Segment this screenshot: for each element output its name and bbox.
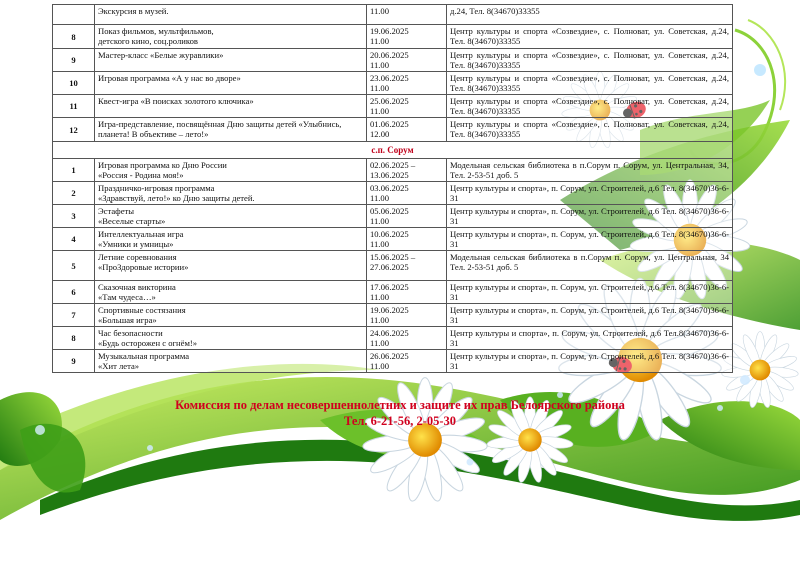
table-row [53,205,733,228]
table-row [53,25,733,49]
row-number: 2 [53,182,95,205]
event-name: Праздничко-игровая программа «Здравствуй, лето!» ко Дню защиты детей. [95,182,367,205]
table-row [53,49,733,72]
event-date: 19.06.2025 11.00 [367,304,447,327]
row-number: 1 [53,159,95,182]
event-place: Центр культуры и спорта «Созвездие», с. Полноват, ул. Советская, д.24, Тел. 8(34670)33355 [447,118,733,142]
table-row [53,118,733,142]
row-number: 10 [53,72,95,95]
event-date: 05.06.2025 11.00 [367,205,447,228]
row-number: 12 [53,118,95,142]
row-number: 9 [53,49,95,72]
section-title: с.п. Сорум [53,142,733,159]
event-date: 23.06.2025 11.00 [367,72,447,95]
event-name: Летние соревнования «ПроЗдоровые истории» [95,251,367,281]
table-row [53,327,733,350]
event-name: Игровая программа «А у нас во дворе» [95,72,367,95]
row-number: 6 [53,281,95,304]
table-row [53,182,733,205]
event-place: д.24, Тел. 8(34670)33355 [447,5,733,25]
row-number: 8 [53,327,95,350]
event-date: 25.06.2025 11.00 [367,95,447,118]
event-place: Центр культуры и спорта», п. Сорум, ул. Строителей, д.6 Тел. 8(34670)36-6-31 [447,350,733,373]
event-name: Мастер-класс «Белые журавлики» [95,49,367,72]
row-number [53,5,95,25]
event-place: Центр культуры и спорта», п. Сорум, ул. Строителей, д.6 Тел. 8(34670)36-6-31 [447,228,733,251]
event-date: 15.06.2025 – 27.06.2025 [367,251,447,281]
row-number: 8 [53,25,95,49]
event-place: Центр культуры и спорта «Созвездие», с. Полноват, ул. Советская, д.24, Тел. 8(34670)33355 [447,95,733,118]
row-number: 11 [53,95,95,118]
event-name: Экскурсия в музей. [95,5,367,25]
event-place: Модельная сельская библиотека в п.Сорум п. Сорум, ул. Центральная, 34 Тел. 2-53-51 доб. 5 [447,251,733,281]
event-name: Час безопасности «Будь осторожен с огнём!» [95,327,367,350]
section-header-sorum [53,142,733,159]
event-name: Музыкальная программа «Хит лета» [95,350,367,373]
sorum-events [53,159,733,373]
event-place: Центр культуры и спорта», п. Сорум, ул. Строителей, д.6 Тел. 8(34670)36-6-31 [447,281,733,304]
event-place: Центр культуры и спорта», п. Сорум, ул. Строителей, д.6 Тел. 8(34670)36-6-31 [447,205,733,228]
event-name: Интеллектуальная игра «Умники и умницы» [95,228,367,251]
table-row [53,5,733,25]
event-name: Сказочная викторина «Там чудеса…» [95,281,367,304]
event-name: Игра-представление, посвящённая Дню защиты детей «Улыбнись, планета! В объективе – лето!» [95,118,367,142]
event-name: Показ фильмов, мультфильмов, детского кино, соц.роликов [95,25,367,49]
events-table [52,4,733,373]
event-date: 17.06.2025 11.00 [367,281,447,304]
row-number: 9 [53,350,95,373]
row-number: 5 [53,251,95,281]
footer-commission-name: Комиссия по делам несовершеннолетних и защите их прав Белоярского района [175,398,625,412]
event-place: Центр культуры и спорта», п. Сорум, ул. Строителей, д.6 Тел.8(34670)36-6-31 [447,327,733,350]
footer-phone: Тел. 6-21-56, 2-05-30 [343,414,457,428]
row-number: 7 [53,304,95,327]
event-place: Центр культуры и спорта», п. Сорум, ул. Строителей, д.6 Тел. 8(34670)36-6-31 [447,304,733,327]
row-number: 3 [53,205,95,228]
event-name: Игровая программа ко Дню России «Россия - Родина моя!» [95,159,367,182]
event-date: 24.06.2025 11.00 [367,327,447,350]
polnovat-events [53,5,733,142]
table-row [53,350,733,373]
table-row [53,281,733,304]
table-row [53,95,733,118]
table-row [53,159,733,182]
event-place: Центр культуры и спорта «Созвездие», с. Полноват, ул. Советская, д.24, Тел. 8(34670)33355 [447,49,733,72]
event-date: 26.06.2025 11.00 [367,350,447,373]
table-row [53,72,733,95]
event-name: Спортивные состязания «Большая игра» [95,304,367,327]
event-date: 20.06.2025 11.00 [367,49,447,72]
table-row [53,304,733,327]
event-date: 10.06.2025 11.00 [367,228,447,251]
event-place: Центр культуры и спорта «Созвездие», с. Полноват, ул. Советская, д.24, Тел. 8(34670)33355 [447,25,733,49]
event-place: Модельная сельская библиотека в п.Сорум п. Сорум, ул. Центральная, 34, Тел. 2-53-51 доб. 5 [447,159,733,182]
event-place: Центр культуры и спорта», п. Сорум, ул. Строителей, д.6 Тел. 8(34670)36-6-31 [447,182,733,205]
table-row [53,228,733,251]
event-place: Центр культуры и спорта «Созвездие», с. Полноват, ул. Советская, д.24, Тел. 8(34670)33355 [447,72,733,95]
event-date: 01.06.2025 12.00 [367,118,447,142]
table-row [53,251,733,281]
event-date: 11.00 [367,5,447,25]
event-name: Эстафеты «Веселые старты» [95,205,367,228]
event-date: 19.06.2025 11.00 [367,25,447,49]
event-date: 03.06.2025 11.00 [367,182,447,205]
event-name: Квест-игра «В поисках золотого ключика» [95,95,367,118]
event-date: 02.06.2025 – 13.06.2025 [367,159,447,182]
row-number: 4 [53,228,95,251]
